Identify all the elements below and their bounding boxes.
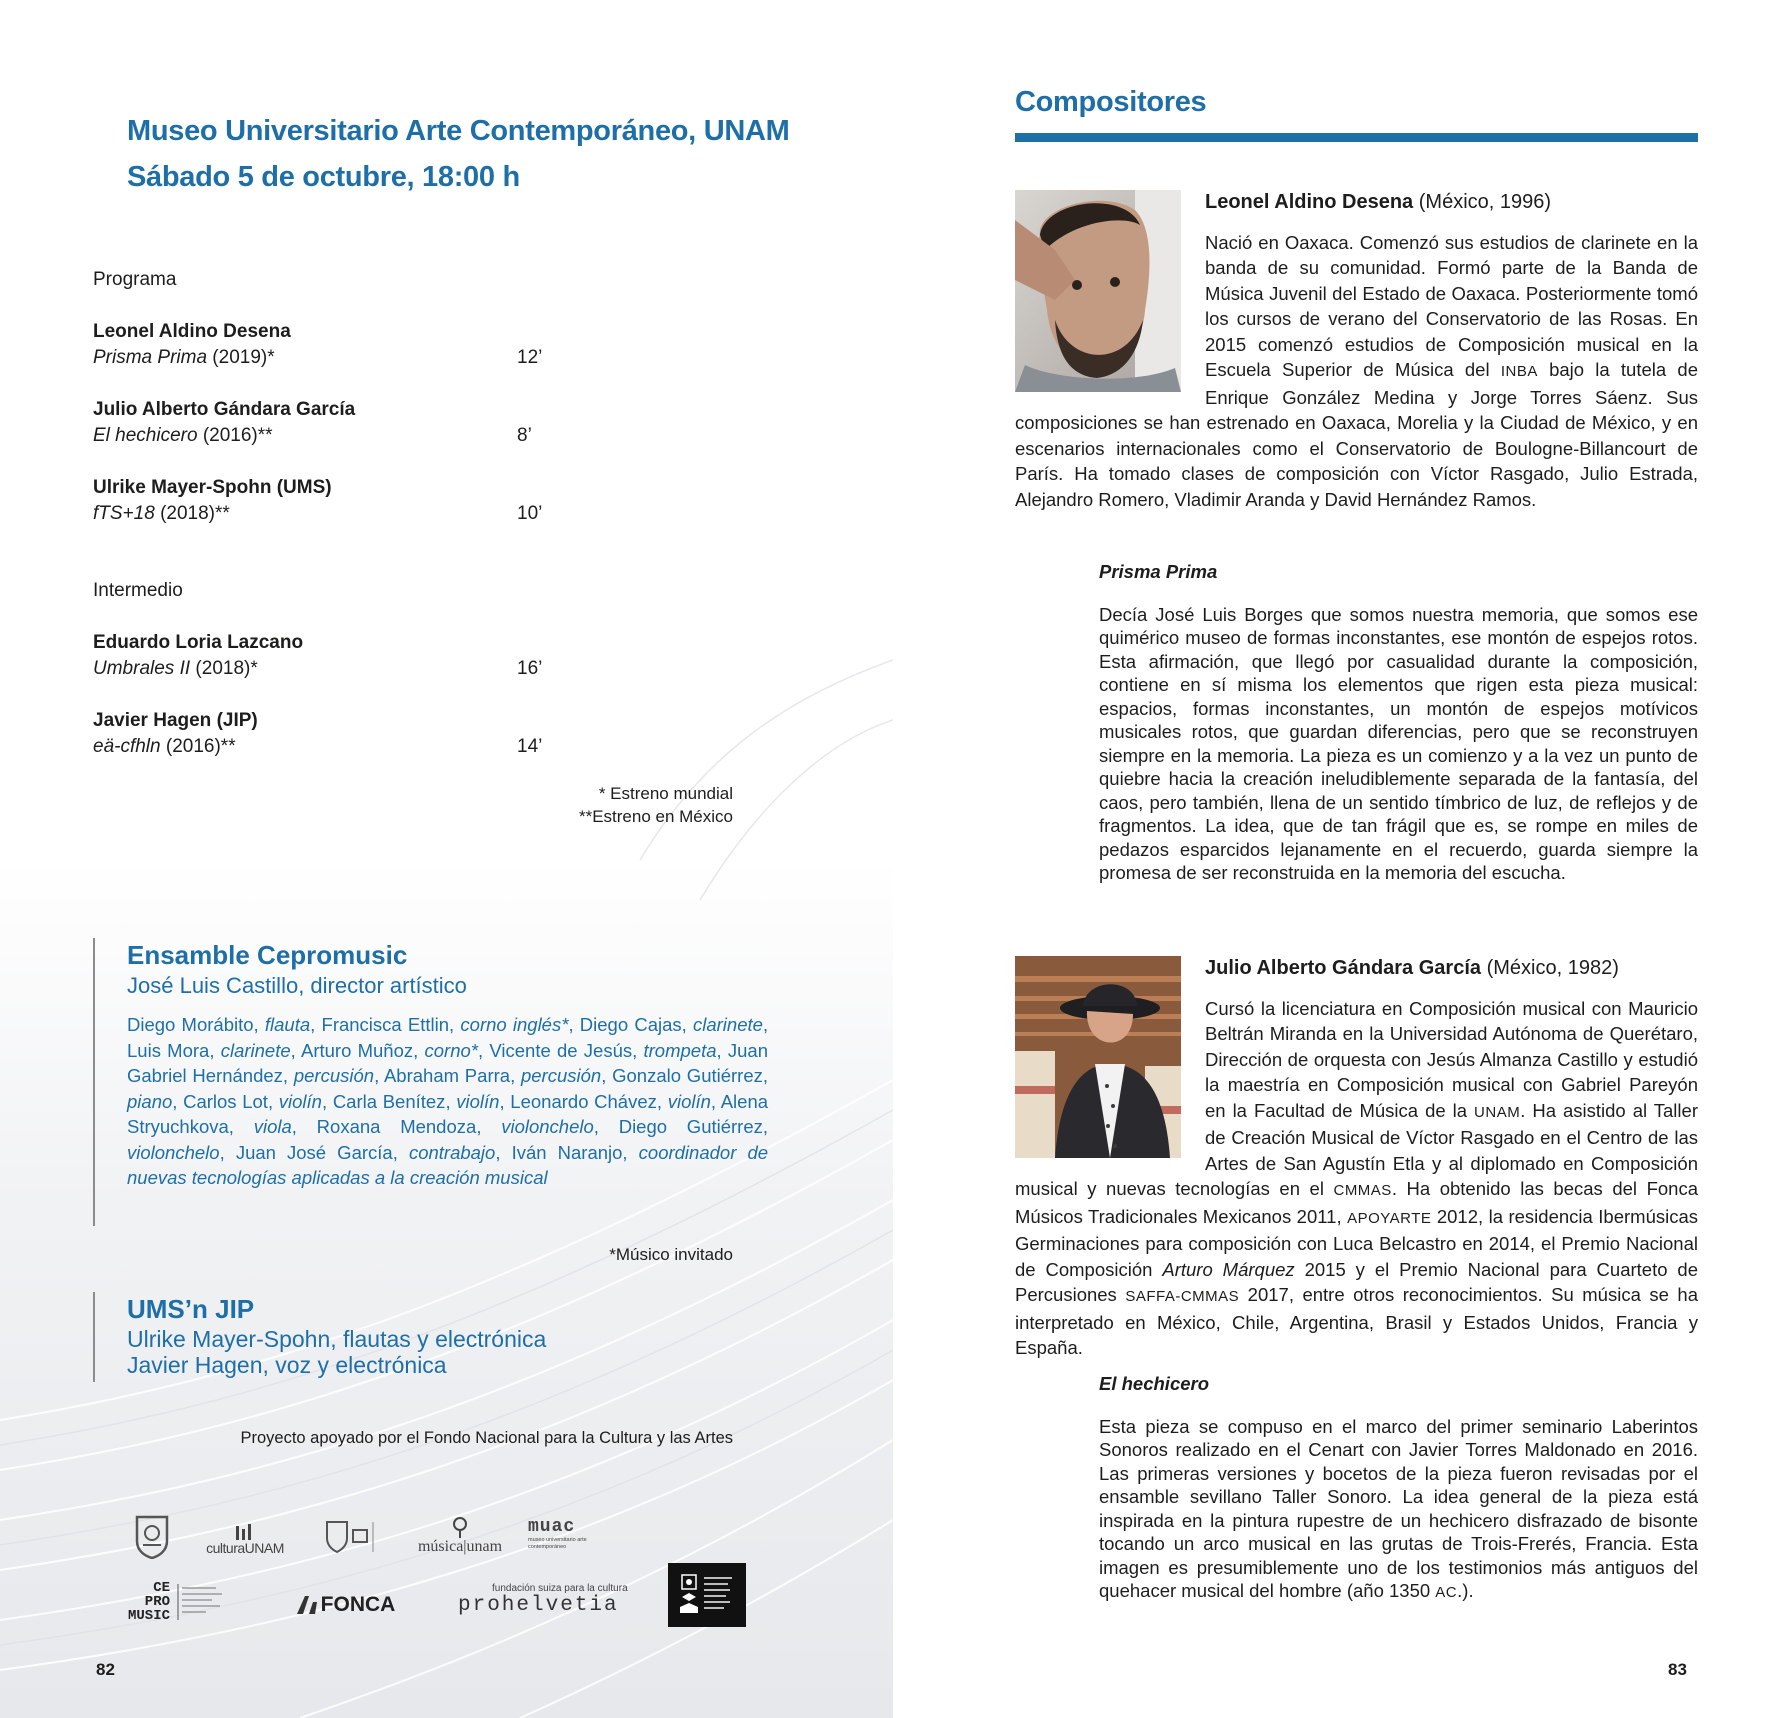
member-name: Carla Benítez <box>332 1090 446 1112</box>
duo-line2: Javier Hagen, voz y electrónica <box>127 1352 447 1378</box>
member-name: Diego Gutiérrez <box>618 1116 763 1137</box>
member-name: Francisca Ettlin <box>321 1014 450 1035</box>
page-number-right: 83 <box>1668 1660 1687 1679</box>
footnote-mexico-premiere: **Estreno en México <box>578 807 733 826</box>
program-item <box>93 708 543 760</box>
ensemble-member: Iván Naranjo, coordinador de nuevas tecnologías aplicadas a la creación musical <box>127 1141 769 1188</box>
fonca-logo: FONCA <box>290 1590 400 1620</box>
member-instrument: violín <box>667 1090 711 1112</box>
program-duration: 10’ <box>517 503 543 524</box>
member-instrument: viola <box>253 1116 292 1137</box>
unam-seal-logo <box>133 1515 171 1559</box>
intermission-label: Intermedio <box>93 580 183 601</box>
member-name: Leonardo Chávez <box>510 1090 657 1112</box>
canton-valais-logo <box>668 1563 746 1627</box>
ensemble-member: Alena Stryuchkova, viola, <box>127 1090 769 1137</box>
piece-description: Esta pieza se compuso en el marco del primer seminario Laberintos Sonoros realizado en el Cenart con Javier Torres Maldonado en 2016. Las primeras versiones y bocetos de la pieza fueron revisadas por el ensamble sevillano Taller Sonoro. La idea general de la pieza está inspirada en la pintura rupestre de un hechicero disfrazado de bisonte tocando un arco musical en las grutas de Trois-Frerés, Francia. Esta imagen es presumiblemente uno de los testimonios más antiguos del quehacer musical del hombre (año 1350 AC.). <box>1099 1415 1698 1601</box>
member-instrument: violonchelo <box>127 1141 220 1163</box>
program-duration: 16’ <box>517 658 543 679</box>
member-instrument: violín <box>278 1090 322 1112</box>
member-instrument: piano <box>127 1090 173 1112</box>
member-instrument: clarinete <box>220 1039 291 1061</box>
support-note: Proyecto apoyado por el Fondo Nacional para la Cultura y las Artes <box>240 1429 733 1447</box>
venue-line1: Museo Universitario Arte Contemporáneo, UNAM <box>127 115 790 147</box>
prohelvetia-logo: fundación suiza para la cultura prohelvetia <box>458 1583 628 1617</box>
program-item <box>93 397 543 449</box>
cepromusic-tagline-mark <box>176 1582 226 1622</box>
program-work: El hechicero (2016)** <box>93 425 273 446</box>
program-composer: Eduardo Loria Lazcano <box>93 632 304 653</box>
member-instrument: violín <box>456 1090 500 1112</box>
member-name: Luis Mora <box>127 1039 210 1061</box>
program-item <box>93 319 543 371</box>
ensemble-member: Roxana Mendoza, violonchelo, <box>316 1116 619 1137</box>
program-duration: 14’ <box>517 736 543 757</box>
program-composer: Ulrike Mayer-Spohn (UMS) <box>93 477 332 498</box>
member-name: Arturo Muñoz <box>301 1039 414 1061</box>
ensemble-member: Francisca Ettlin, corno inglés*, <box>321 1014 580 1035</box>
program-composer: Julio Alberto Gándara García <box>93 399 356 420</box>
member-instrument: contrabajo <box>408 1141 496 1163</box>
ensemble-member: Diego Cajas, clarinete, <box>579 1014 769 1035</box>
venue-line2: Sábado 5 de octubre, 18:00 h <box>127 161 520 193</box>
composer-bio-text: Nació en Oaxaca. Comenzó sus estudios de clarinete en la banda de su comunidad. Formó parte de la Banda de Música Juvenil del Estado de Oaxaca. Posteriormente tomó los cursos de verano del Conservatorio de las Rosas. En 2015 comenzó estudios de Composición musical en la Escuela Superior de Música del INBA bajo la tutela de Enrique González Medina y Jorge Torres Sáenz. Sus composiciones se han estrenado en Oaxaca, Morelia y la Ciudad de México, y en escenarios internacionales como el Conservatorio de Boulogne-Billancourt de París. Ha tomado clases de composición con Víctor Rasgado, Julio Estrada, Alejandro Romero, Vladimir Aranda y David Hernández Ramos. <box>1015 231 1698 510</box>
composer-name-line: Julio Alberto Gándara García (México, 1982) <box>1205 957 1619 979</box>
piece-note-2 <box>1099 1372 1698 1605</box>
program-duration: 12’ <box>517 347 543 368</box>
program-work: eä-cfhln (2016)** <box>93 736 236 757</box>
cultura-unam-logo: culturaUNAM <box>205 1520 285 1560</box>
member-name: Diego Cajas <box>579 1014 682 1035</box>
member-name: Juan Gabriel Hernández <box>127 1039 769 1086</box>
member-instrument: clarinete <box>693 1014 763 1035</box>
composer-photo-leonel <box>1015 190 1181 392</box>
member-name: Juan José García <box>235 1141 393 1163</box>
ensemble-director: José Luis Castillo, director artístico <box>127 973 467 998</box>
ensemble-member: Leonardo Chávez, violín, <box>510 1090 721 1112</box>
composer-name-line: Leonel Aldino Desena (México, 1996) <box>1205 191 1552 213</box>
muac-logo: muac museo universitario arte contemporáneo <box>528 1517 587 1550</box>
musica-unam-logo: música|unam <box>420 1512 500 1560</box>
ensemble-block <box>93 938 768 1226</box>
cultura-unam-icon <box>234 1524 256 1540</box>
composers-section-title: Compositores <box>1015 86 1207 118</box>
right-page <box>893 0 1786 1718</box>
member-instrument: corno inglés* <box>460 1014 569 1035</box>
ensemble-member: Carla Benítez, violín, <box>332 1090 511 1112</box>
member-name: Alena Stryuchkova <box>127 1090 769 1137</box>
composer-photo-julio <box>1015 956 1181 1158</box>
ensemble-member: Abraham Parra, percusión, <box>383 1065 613 1086</box>
ensemble-member: Gonzalo Gutiérrez, piano, <box>127 1065 769 1112</box>
cepromusic-logo: CE PRO MUSIC <box>128 1580 238 1624</box>
member-instrument: corno* <box>424 1039 478 1061</box>
program-label: Programa <box>93 269 177 290</box>
member-instrument: percusión <box>293 1065 375 1086</box>
member-name: Abraham Parra <box>383 1065 511 1086</box>
composer-bio-1 <box>1015 190 1698 512</box>
ensemble-member: Diego Morábito, flauta, <box>127 1014 322 1035</box>
venue-heading <box>127 108 789 200</box>
facultad-musica-logo <box>325 1520 385 1554</box>
page-number-left: 82 <box>96 1660 115 1679</box>
member-instrument: coordinador de nuevas tecnologías aplicadas a la creación musical <box>127 1141 769 1188</box>
member-name: Gonzalo Gutiérrez <box>612 1065 763 1086</box>
piece-note-1 <box>1099 560 1698 885</box>
ensemble-member: Arturo Muñoz, corno*, <box>301 1039 490 1061</box>
program-item <box>93 475 543 527</box>
program-item <box>93 630 543 682</box>
composer-bio-2 <box>1015 956 1698 1361</box>
member-name: Iván Naranjo <box>511 1141 623 1163</box>
ensemble-members <box>127 1012 768 1191</box>
program-composer: Javier Hagen (JIP) <box>93 710 258 731</box>
member-name: Roxana Mendoza <box>316 1116 477 1137</box>
member-name: Diego Morábito <box>127 1014 254 1035</box>
program-work: Umbrales II (2018)* <box>93 658 258 679</box>
footnote-world-premiere: * Estreno mundial <box>598 784 733 803</box>
piece-title: Prisma Prima <box>1099 561 1218 582</box>
ensemble-member: Juan José García, contrabajo, <box>235 1141 512 1163</box>
duo-block <box>93 1292 768 1382</box>
program-work: fTS+18 (2018)** <box>93 503 230 524</box>
guest-musician-note: *Músico invitado <box>609 1245 733 1264</box>
section-title-rule <box>1015 133 1698 142</box>
ensemble-member: Vicente de Jesús, trompeta, <box>489 1039 728 1061</box>
member-instrument: violonchelo <box>501 1116 594 1137</box>
member-name: Carlos Lot <box>183 1090 268 1112</box>
program-composer: Leonel Aldino Desena <box>93 321 291 342</box>
program-work: Prisma Prima (2019)* <box>93 347 275 368</box>
member-instrument: percusión <box>520 1065 602 1086</box>
musica-unam-icon <box>452 1516 468 1538</box>
ensemble-title: Ensamble Cepromusic <box>127 940 408 970</box>
ensemble-member: Juan Gabriel Hernández, percusión, <box>127 1039 769 1086</box>
piece-title: El hechicero <box>1099 1373 1210 1394</box>
fonca-icon <box>295 1594 319 1616</box>
member-instrument: trompeta <box>643 1039 717 1061</box>
program-duration: 8’ <box>517 425 532 446</box>
ensemble-member: Carlos Lot, violín, <box>183 1090 333 1112</box>
piece-description: Decía José Luis Borges que somos nuestra memoria, que somos ese quimérico museo de formas inconstantes, ese montón de espejos rotos. Esta afirmación, que llegó por casualidad durante la composición, contiene en sí misma los elementos que rigen esta pieza musical: espacios, formas inconstantes, un montón de espejos motívicos musicales rotos, que guardan diferencias, pero que se reconstruyen siempre en la memoria. La pieza es un comienzo y a la vez un punto de quiebre hacia la creación ineludiblemente separada de la fantasía, del caos, pero también, llena de un sentido tímbrico de luz, de reflejos y de fragmentos. La idea, que de tan frágil que es, se rompe en miles de pedazos esparcidos lejanamente en el recuerdo, guarda siempre la promesa de ser reconstruida en la memoria del escucha. <box>1099 603 1698 883</box>
member-instrument: flauta <box>264 1014 311 1035</box>
ensemble-member: Luis Mora, clarinete, <box>127 1039 301 1061</box>
ensemble-member: Diego Gutiérrez, violonchelo, <box>127 1116 769 1163</box>
composer-bio-text: Cursó la licenciatura en Composición musical con Mauricio Beltrán Miranda en la Universidad Autónoma de Querétaro, Dirección de orquesta con Jesús Almanza Castillo y estudió la maestría en Composición musical con Gabriel Pareyón en la Facultad de Música de la UNAM. Ha asistido al Taller de Creación Musical de Víctor Rasgado en el Centro de las Artes de San Agustín Etla y al diplomado en Composición musical y nuevas tecnologías en el CMMAS. Ha obtenido las becas del Fonca Músicos Tradicionales Mexicanos 2011, APOYARTE 2012, la residencia Ibermúsicas Germinaciones para composición con Luca Belcastro en 2014, el Premio Nacional de Composición Arturo Márquez 2015 y el Premio Nacional para Cuarteto de Percusiones SAFFA-CMMAS 2017, entre otros reconocimientos. Su música se ha interpretado en México, Chile, Argentina, Brasil y Estados Unidos, Francia y España. <box>1015 997 1699 1358</box>
duo-title: UMS’n JIP <box>127 1294 255 1324</box>
duo-line1: Ulrike Mayer-Spohn, flautas y electrónica <box>127 1326 547 1352</box>
premiere-footnotes <box>579 782 733 828</box>
member-name: Vicente de Jesús <box>489 1039 633 1061</box>
